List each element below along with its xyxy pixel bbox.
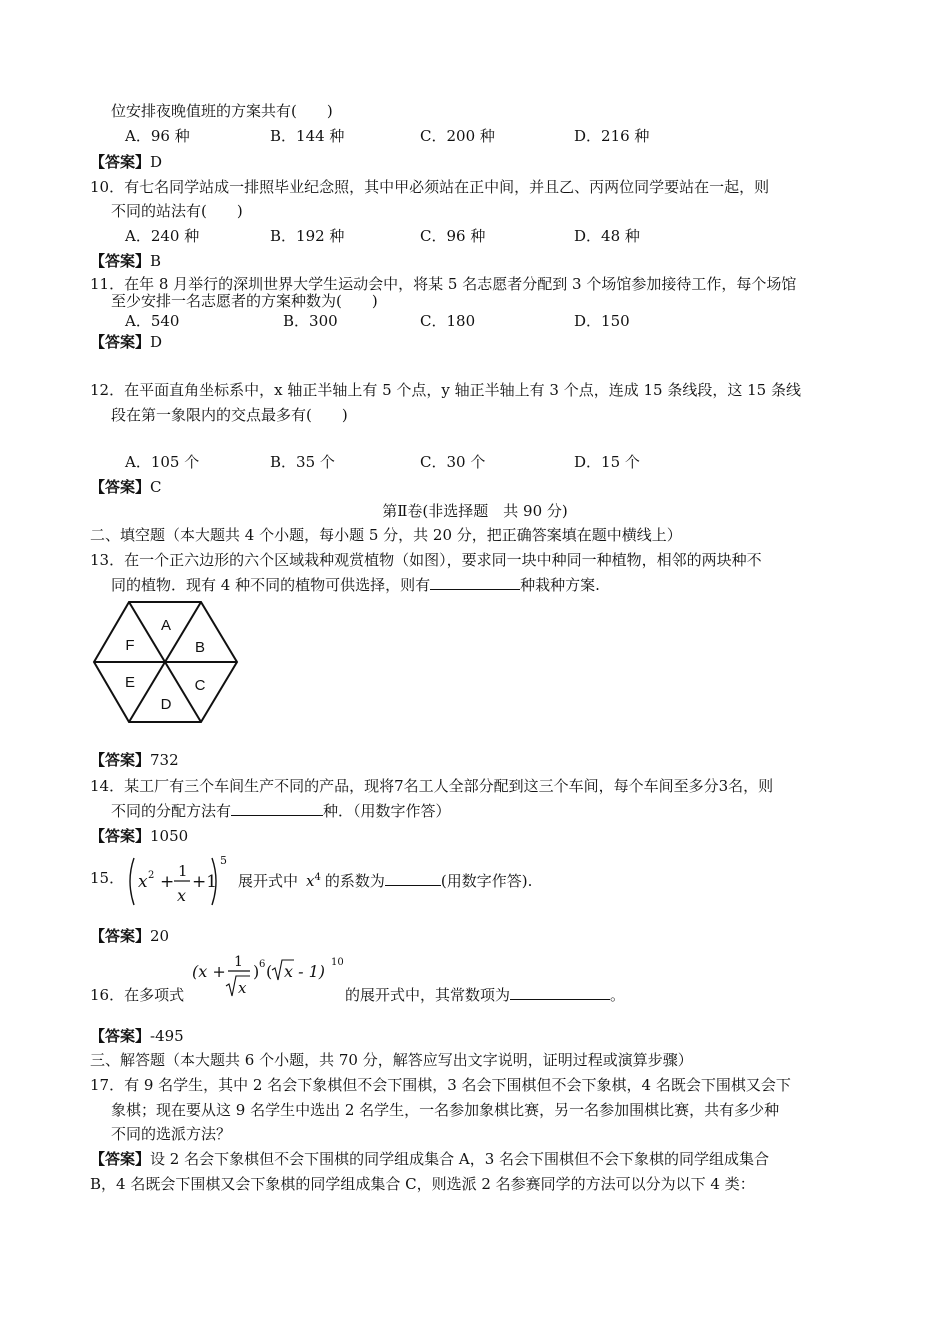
- q9-answer-value: D: [150, 153, 163, 171]
- q11-option-c: C．180: [420, 312, 476, 330]
- answer-label: 【答案】: [90, 751, 151, 769]
- q13-line2: [111, 575, 600, 595]
- q16-exp10: 10: [331, 957, 344, 968]
- q16-frac-den: x: [238, 979, 247, 997]
- q12-line1: 12．在平面直角坐标系中，x 轴正半轴上有 5 个点，y 轴正半轴上有 3 个点，连成 15 条线段，这 15 条线: [90, 381, 801, 399]
- q10-option-a: A．240 种: [125, 227, 200, 245]
- answer-label: 【答案】: [90, 252, 151, 270]
- q16-text-b: 的展开式中，其常数项为: [345, 986, 511, 1004]
- q12-answer: [90, 477, 162, 497]
- q15-number: 15．: [90, 869, 125, 887]
- q16-paren-open: (: [266, 962, 273, 981]
- q15-left-paren: [130, 858, 134, 905]
- q10-line1: 10．有七名同学站成一排照毕业纪念照，其中甲必须站在正中间，并且乙、丙两位同学要站在一起，则: [90, 178, 770, 196]
- q13-line2-b: 种栽种方案.: [520, 576, 600, 594]
- q15-frac-num: 1: [178, 862, 188, 880]
- q11-option-b: B．300: [283, 312, 338, 330]
- q13-blank: [430, 575, 520, 590]
- q15-formula: [124, 850, 236, 912]
- answer-label: 【答案】: [90, 827, 151, 845]
- region-label-c: C: [194, 677, 206, 694]
- q17-answer-line1: 设 2 名会下象棋但不会下围棋的同学组成集合 A，3 名会下围棋但不会下象棋的同学组成集合: [150, 1150, 770, 1168]
- q10-answer-value: B: [150, 252, 162, 270]
- q13-answer: [90, 750, 179, 770]
- answer-label: 【答案】: [90, 478, 151, 496]
- section-2-instruction: 二、填空题（本大题共 4 个小题，每小题 5 分，共 20 分，把正确答案填在题中横线上）: [90, 526, 682, 544]
- answer-label: 【答案】: [90, 927, 151, 945]
- q14-answer: [90, 826, 188, 846]
- region-label-a: A: [160, 617, 172, 634]
- q15-x2-base: x: [138, 872, 148, 892]
- q14-line2-a: 不同的分配方法有: [111, 802, 232, 820]
- region-label-b: B: [194, 639, 206, 656]
- q15-text-b: 的系数为: [324, 872, 385, 890]
- q12-answer-value: C: [150, 478, 162, 496]
- q15-x2-exp: 2: [148, 870, 155, 881]
- section-2-title: 第Ⅱ卷(非选择题 共 90 分): [382, 502, 568, 520]
- region-label-f: F: [125, 637, 135, 654]
- answer-label: 【答案】: [90, 1027, 151, 1045]
- q16-frac-num: 1: [234, 954, 243, 970]
- q14-line1: 14．某工厂有三个车间生产不同的产品，现将7名工人全部分配到这三个车间，每个车间至多分3名，则: [90, 777, 774, 795]
- q9-text: 位安排夜晚值班的方案共有( ): [111, 102, 333, 120]
- q12-line2: 段在第一象限内的交点最多有( ): [111, 406, 348, 424]
- answer-label: 【答案】: [90, 1150, 151, 1168]
- q16-answer-value: -495: [150, 1027, 184, 1045]
- q14-answer-value: 1050: [150, 827, 189, 845]
- q16-formula: [190, 950, 350, 1002]
- q15-x4-base: x: [306, 872, 315, 890]
- q17-answer: [90, 1149, 769, 1169]
- q16-exp6: 6: [259, 959, 266, 970]
- q11-answer-value: D: [150, 333, 163, 351]
- q14-line2: [111, 801, 451, 821]
- answer-label: 【答案】: [90, 153, 151, 171]
- q12-option-a: A．105 个: [125, 453, 200, 471]
- q13-line2-a: 同的植物．现有 4 种不同的植物可供选择，则有: [111, 576, 431, 594]
- q15-answer: [90, 926, 169, 946]
- q16-paren-close: ): [253, 962, 260, 981]
- q10-option-b: B．192 种: [270, 227, 345, 245]
- q16-blank: [510, 985, 610, 1000]
- section-3-instruction: 三、解答题（本大题共 6 个小题，共 70 分，解答应写出文字说明，证明过程或演算步骤）: [90, 1051, 693, 1069]
- region-label-d: D: [160, 696, 172, 713]
- q17-line2: 象棋；现在要从这 9 名学生中选出 2 名学生，一名参加象棋比赛，另一名参加围棋比赛，共有多少种: [111, 1101, 780, 1119]
- q14-line2-b: 种．（用数字作答）: [323, 802, 451, 820]
- q15-text-a: 展开式中: [238, 872, 299, 890]
- q15-frac-den: x: [177, 886, 187, 905]
- q16-text-a: 16．在多项式: [90, 986, 185, 1004]
- q15-x4-exp: 4: [314, 872, 321, 883]
- q11-option-a: A．540: [125, 312, 180, 330]
- q11-line2: 至少安排一名志愿者的方案种数为( ): [111, 292, 378, 310]
- q9-option-c: C．200 种: [420, 127, 495, 145]
- q17-answer-line2: B，4 名既会下围棋又会下象棋的同学组成集合 C，则选派 2 名参赛同学的方法可以分为以下 4 类：: [90, 1175, 755, 1193]
- q11-line1: 11．在年 8 月举行的深圳世界大学生运动会中，将某 5 名志愿者分配到 3 个场馆参加接待工作，每个场馆: [90, 275, 797, 293]
- q15-outer-exp: 5: [220, 854, 227, 867]
- q17-line3: 不同的选派方法？: [111, 1125, 232, 1143]
- q16-answer: [90, 1026, 184, 1046]
- q10-option-c: C．96 种: [420, 227, 486, 245]
- q10-option-d: D．48 种: [574, 227, 640, 245]
- q9-option-d: D．216 种: [574, 127, 650, 145]
- answer-label: 【答案】: [90, 333, 151, 351]
- q16-sqrt-part: x - 1): [284, 962, 326, 981]
- q16-expr-left: (x +: [192, 962, 226, 981]
- q9-option-b: B．144 种: [270, 127, 345, 145]
- region-label-e: E: [124, 674, 136, 691]
- q11-answer: [90, 332, 162, 352]
- q13-line1: 13．在一个正六边形的六个区域栽种观赏植物（如图），要求同一块中种同一种植物，相邻的两块种不: [90, 551, 762, 569]
- q15-text-c: (用数字作答).: [440, 872, 533, 890]
- q12-option-c: C．30 个: [420, 453, 486, 471]
- q14-blank: [231, 801, 323, 816]
- q15-plus: +: [160, 872, 175, 892]
- q13-answer-value: 732: [150, 751, 179, 769]
- q10-line2: 不同的站法有( ): [111, 202, 243, 220]
- q12-option-d: D．15 个: [574, 453, 640, 471]
- hexagon-diagram: [90, 598, 242, 728]
- q15-text: [238, 868, 532, 891]
- q12-option-b: B．35 个: [270, 453, 335, 471]
- q10-answer: [90, 251, 161, 271]
- q9-answer: [90, 152, 162, 172]
- q9-option-a: A．96 种: [125, 127, 190, 145]
- q15-blank: [385, 871, 441, 886]
- q15-plus-one: +1: [192, 872, 218, 892]
- q17-line1: 17．有 9 名学生，其中 2 名会下象棋但不会下围棋，3 名会下围棋但不会下象棋，4 名既会下围棋又会下: [90, 1076, 791, 1094]
- q16-text-c: 。: [610, 986, 626, 1004]
- q15-answer-value: 20: [150, 927, 170, 945]
- q11-option-d: D．150: [574, 312, 630, 330]
- q16-text: [345, 985, 625, 1005]
